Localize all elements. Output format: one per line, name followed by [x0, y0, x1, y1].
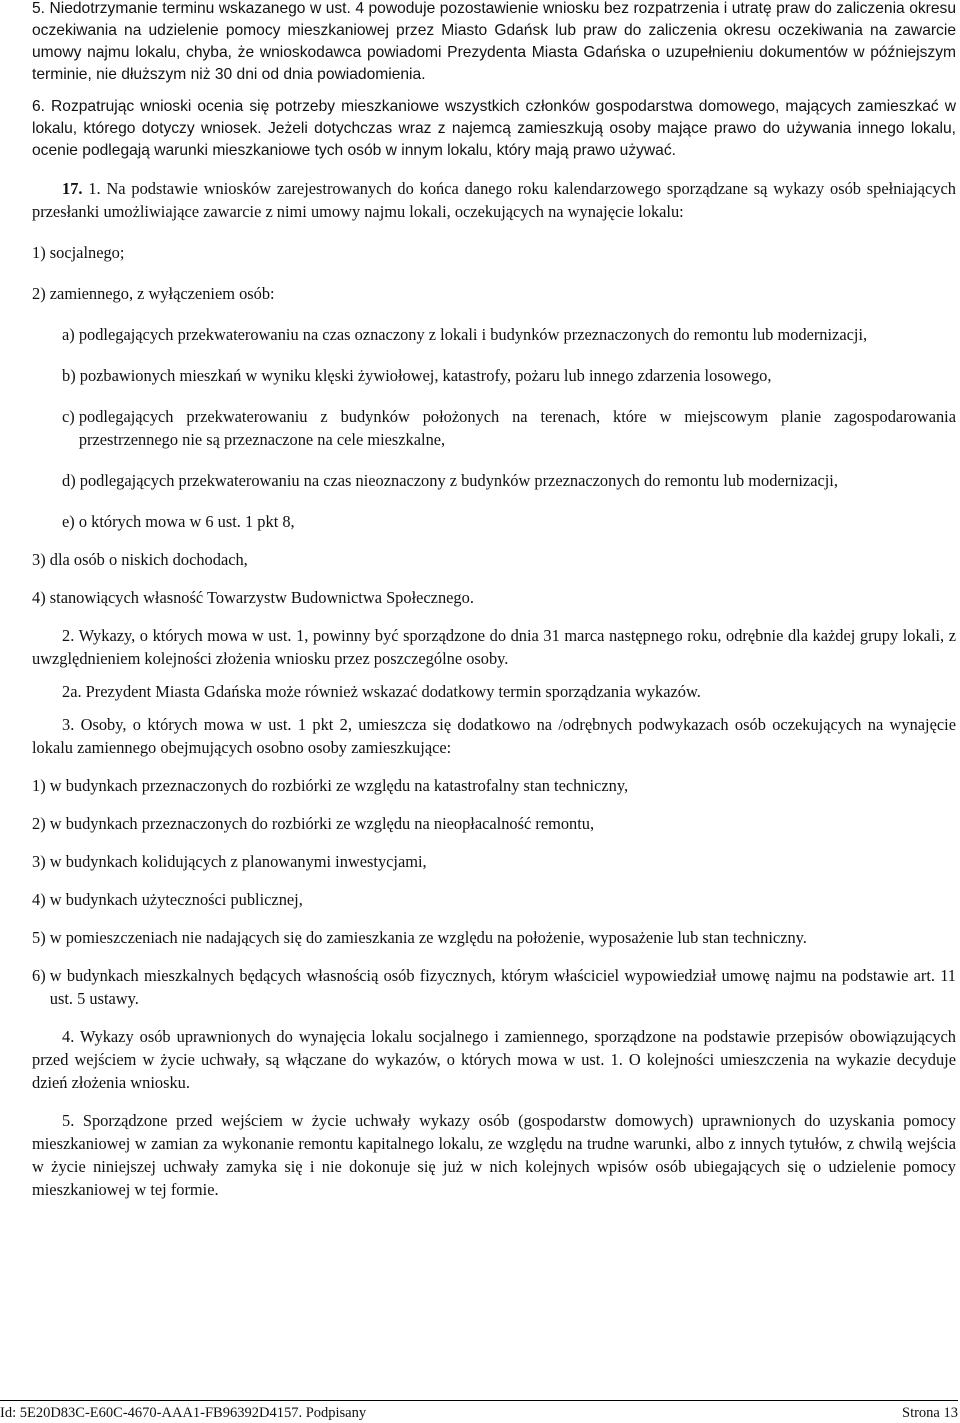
sublist-item-b	[32, 364, 956, 387]
list-item-text: dla osób o niskich dochodach,	[49, 550, 248, 569]
list-item-number: 1)	[32, 776, 50, 795]
list-item-text: stanowiących własność Towarzystw Budownictwa Społecznego.	[49, 588, 474, 607]
list-item-number: 1)	[32, 243, 50, 262]
section-17-para-1-text: 1. Na podstawie wniosków zarejestrowanych do końca danego roku kalendarzowego sporządzane są wykazy osób spełniających przesłanki umożliwiające zawarcie z nimi umowy najmu lokali, oczekujących na wynajęcie lokalu:	[32, 179, 956, 221]
list-item-1	[32, 241, 956, 264]
list-item-number: 2)	[32, 814, 50, 833]
section-17-para-2: 2. Wykazy, o których mowa w ust. 1, powinny być sporządzone do dnia 31 marca następnego roku, odrębnie dla każdej grupy lokali, z uwzględnieniem kolejności złożenia wniosku przez poszczególne osoby.	[32, 626, 956, 668]
sublist-item-text: podlegających przekwaterowaniu na czas nieoznaczony z budynków przeznaczonych do remontu lub modernizacji,	[79, 471, 838, 490]
sublist-item-d	[32, 469, 956, 492]
sublist-3-item-5	[32, 926, 956, 949]
section-17-para-3: 3. Osoby, o których mowa w ust. 1 pkt 2, umieszcza się dodatkowo na /odrębnych podwykazach osób oczekujących na wynajęcie lokalu zamiennego obejmujących osobno osoby zamieszkujące:	[32, 715, 956, 757]
sublist-item-c	[32, 405, 956, 451]
list-item-number: 2)	[32, 284, 50, 303]
list-item-text: zamiennego, z wyłączeniem osób:	[49, 284, 275, 303]
sublist-item-letter: d)	[62, 471, 80, 490]
list-item-number: 3)	[32, 550, 50, 569]
sublist-item-e	[32, 510, 956, 533]
list-item-text: socjalnego;	[49, 243, 125, 262]
sublist-item-text: podlegających przekwaterowaniu na czas oznaczony z lokali i budynków przeznaczonych do remontu lub modernizacji,	[78, 325, 868, 344]
list-item-text: w budynkach użyteczności publicznej,	[49, 890, 303, 909]
paragraph-5	[32, 0, 956, 86]
list-item-number: 4)	[32, 890, 50, 909]
sublist-item-letter: a)	[62, 325, 79, 344]
list-item-text: w pomieszczeniach nie nadających się do zamieszkania ze względu na położenie, wyposażenie lub stan techniczny.	[49, 928, 807, 947]
section-17-para-1	[32, 177, 956, 223]
list-item-number: 4)	[32, 588, 50, 607]
document-body	[32, 0, 956, 1201]
sublist-item-letter: e)	[62, 512, 79, 531]
list-item-text: w budynkach przeznaczonych do rozbiórki ze względu na katastrofalny stan techniczny,	[49, 776, 629, 795]
page-footer	[0, 1400, 958, 1422]
list-item-number: 6)	[32, 966, 50, 985]
list-item-text: w budynkach kolidujących z planowanymi inwestycjami,	[49, 852, 427, 871]
sublist-3-item-1	[32, 774, 956, 797]
list-item-2	[32, 282, 956, 305]
list-item-text: w budynkach przeznaczonych do rozbiórki ze względu na nieopłacalność remontu,	[49, 814, 595, 833]
section-17-para-5: 5. Sporządzone przed wejściem w życie uchwały wykazy osób (gospodarstw domowych) uprawnionych do uzyskania pomocy mieszkaniowej w zamian za wykonanie remontu kapitalnego lokalu, ze względu na trudne warunki, albo z innych tytułów, z chwilą wejścia w życie niniejszej uchwały zamyka się i nie dokonuje się już w nich kolejnych wpisów osób ubiegających się o udzielenie pomocy mieszkaniowej w tej formie.	[32, 1111, 956, 1199]
sublist-3-item-4	[32, 888, 956, 911]
sublist-item-text: podlegających przekwaterowaniu z budynków położonych na terenach, które w miejscowym planie zagospodarowania przestrzennego nie są przeznaczone na cele mieszkalne,	[78, 407, 956, 449]
list-item-text: w budynkach mieszkalnych będących własnością osób fizycznych, którym właściciel wypowiedział umowę najmu na podstawie art. 11 ust. 5 ustawy.	[49, 966, 956, 1008]
section-17-para-4: 4. Wykazy osób uprawnionych do wynajęcia lokalu socjalnego i zamiennego, sporządzone na podstawie przepisów obowiązujących przed wejściem w życie uchwały, są włączane do wykazów, o których mowa w ust. 1. O kolejności umieszczenia na wykazie decyduje dzień złożenia wniosku.	[32, 1027, 956, 1092]
section-17-para-2a: 2a. Prezydent Miasta Gdańska może również wskazać dodatkowy termin sporządzania wykazów.	[62, 682, 701, 701]
page-number: Strona 13	[902, 1405, 958, 1421]
paragraph-6: 6. Rozpatrując wnioski ocenia się potrzeby mieszkaniowe wszystkich członków gospodarstwa domowego, mających zamieszkać w lokalu, którego dotyczy wniosek. Jeżeli dotychczas wraz z najemcą zamieszkują osoby mające prawo do używania innego lokalu, ocenie podlegają warunki mieszkaniowe tych osób w innym lokalu, który mają prawo używać.	[32, 98, 956, 159]
paragraph-5-rest: praw do zaliczenia okresu oczekiwania na udzielenie pomocy mieszkaniowej przez Miasto Gdańsk lub praw do zaliczenia okresu oczekiwania na zawarcie umowy najmu lokalu, chyba, że wnioskodawca powiadomi Prezydenta Miasta Gdańska o uzupełnieniu dokumentów w późniejszym terminie, nie dłuższym niż 30 dni od dnia powiadomienia.	[32, 0, 957, 83]
sublist-3-item-2	[32, 812, 956, 835]
sublist-item-letter: b)	[62, 366, 80, 385]
list-item-number: 3)	[32, 852, 50, 871]
list-item-number: 5)	[32, 928, 50, 947]
document-id: Id: 5E20D83C-E60C-4670-AAA1-FB96392D4157. Podpisany	[0, 1405, 367, 1421]
sublist-3-item-6	[32, 964, 956, 1010]
sublist-item-text: pozbawionych mieszkań w wyniku klęski żywiołowej, katastrofy, pożaru lub innego zdarzenia losowego,	[79, 366, 772, 385]
section-17-number: 17.	[62, 179, 83, 198]
list-item-3	[32, 548, 956, 571]
sublist-item-letter: c)	[62, 407, 79, 426]
paragraph-5-first-line: 5. Niedotrzymanie terminu wskazanego w ust. 4 powoduje pozostawienie wniosku bez rozpatrzenia i utratę	[32, 0, 772, 17]
list-item-4	[32, 586, 956, 609]
sublist-3-item-3	[32, 850, 956, 873]
sublist-item-a	[32, 323, 956, 346]
sublist-item-text: o których mowa w 6 ust. 1 pkt 8,	[78, 512, 295, 531]
